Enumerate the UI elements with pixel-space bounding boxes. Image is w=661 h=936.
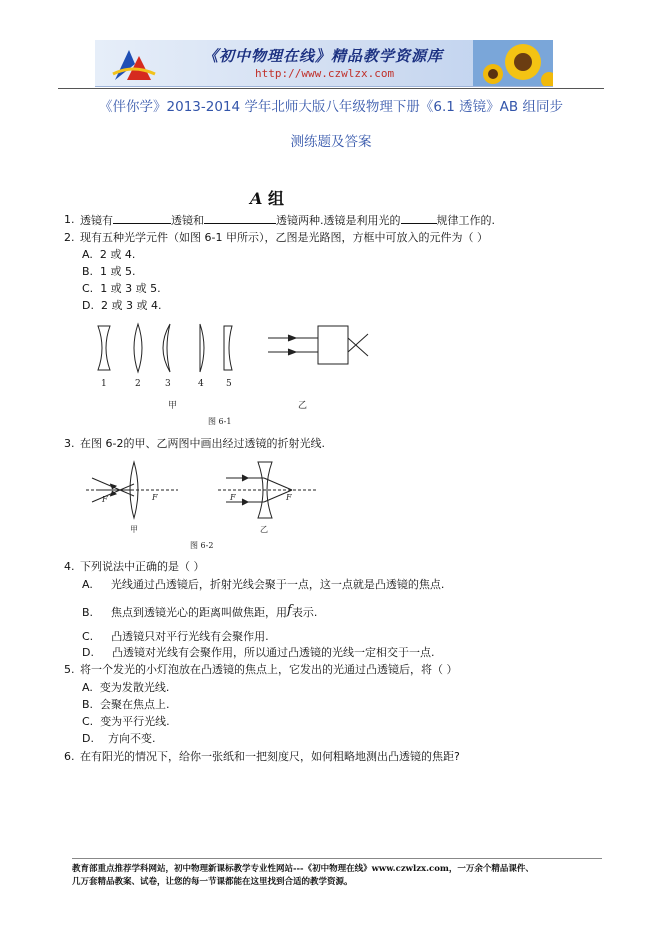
site-url[interactable]: http://www.czwlzx.com: [255, 67, 395, 80]
q5-option-a: [82, 681, 169, 695]
q3-text: 在图 6-2的甲、乙两图中画出经过透镜的折射光线.: [80, 437, 325, 450]
option-label: D.: [82, 299, 94, 312]
footer: [72, 863, 602, 889]
option-tail: 表示.: [291, 606, 318, 619]
lens-1: [98, 326, 110, 370]
option-text: 变为平行光线.: [100, 715, 170, 728]
focus-label-right: F: [152, 493, 158, 502]
q1-part-1: 透镜有: [80, 214, 113, 227]
lens-4: [200, 324, 204, 372]
footer-rule: [72, 858, 602, 859]
q1-blank-3[interactable]: [401, 213, 437, 224]
option-text: 凸透镜只对平行光线有会聚作用.: [111, 630, 269, 643]
option-text: 凸透镜对光线有会聚作用，所以通过凸透镜的光线一定相交于一点.: [111, 646, 435, 659]
q6-text: 在有阳光的情况下，给你一张纸和一把刻度尺，如何粗略地测出凸透镜的焦距?: [80, 750, 460, 763]
lens-label-3: 3: [165, 379, 171, 389]
focus-label-right-2: F: [286, 493, 292, 502]
q6-number: 6.: [64, 750, 75, 763]
lens-3: [163, 324, 170, 372]
q5-option-c: [82, 715, 170, 729]
header-rule: [58, 88, 604, 89]
q2-option-b: [82, 265, 136, 279]
option-text: 1 或 3 或 5.: [100, 282, 161, 295]
q1-part-3: 透镜两种.透镜是利用光的: [276, 214, 401, 227]
option-text: 光线通过凸透镜后，折射光线会聚于一点，这一点就是凸透镜的焦点.: [110, 578, 445, 591]
q4-option-a: [82, 578, 444, 592]
footer-line-1: 教育部重点推荐学科网站，初中物理新课标教学专业性网站---《初中物理在线》www.czwlzx.com，一万余个精品课件、: [72, 864, 534, 874]
q5-text: 将一个发光的小灯泡放在凸透镜的焦点上，它发出的光通过凸透镜后，将（ ）: [80, 663, 458, 676]
option-text: 变为发散光线.: [99, 681, 170, 694]
q2-option-c: [82, 282, 161, 296]
option-label: C.: [82, 715, 94, 728]
lens-label-5: 5: [226, 379, 232, 389]
site-title: 《初中物理在线》精品教学资源库: [203, 47, 444, 65]
q5-option-d: [82, 732, 155, 746]
q4-text: 下列说法中正确的是（ ）: [80, 560, 205, 573]
q4-option-d: [82, 646, 434, 660]
header-banner: [95, 40, 553, 87]
lens-5: [224, 326, 232, 370]
option-label: A.: [82, 578, 93, 591]
site-logo-icon: [109, 44, 157, 84]
q1-blank-1[interactable]: [113, 213, 171, 224]
option-text: 2 或 4.: [99, 248, 136, 261]
option-label: B.: [82, 698, 94, 711]
option-text: 1 或 5.: [100, 265, 136, 278]
figure-6-1-yi: 乙: [298, 401, 308, 411]
lens-label-2: 2: [135, 379, 141, 389]
q2-number: 2.: [64, 231, 75, 244]
q5-number: 5.: [64, 663, 75, 676]
lens-2: [134, 324, 142, 372]
optical-box: [318, 326, 348, 364]
q4-option-b: [82, 604, 317, 620]
section-suffix: 组: [268, 189, 285, 208]
focus-label-left: F: [102, 495, 108, 504]
option-text: 焦点到透镜光心的距离叫做焦距，用: [111, 606, 288, 619]
section-letter: A: [250, 189, 263, 208]
q2-text: 现有五种光学元件（如图 6-1 甲所示），乙图是光路图，方框中可放入的元件为（ ）: [80, 231, 488, 244]
lens-label-4: 4: [198, 379, 204, 389]
lens-label-1: 1: [101, 379, 107, 389]
q3-number: 3.: [64, 437, 75, 450]
option-label: B.: [82, 606, 94, 619]
option-label: C.: [82, 630, 94, 643]
option-label: B.: [82, 265, 94, 278]
q5-option-b: [82, 698, 170, 712]
q4-option-c: [82, 630, 269, 644]
footer-line-2: 几万套精品教案、试卷，让您的每一节课都能在这里找到合适的教学资源。: [72, 877, 353, 887]
sunflower-icon: [473, 40, 553, 86]
figure-6-2-caption: 图 6-2: [190, 541, 214, 550]
q1-part-2: 透镜和: [171, 214, 204, 227]
figure-6-1: [90, 318, 370, 428]
figure-6-2-jia: 甲: [130, 525, 138, 534]
option-label: D.: [82, 732, 94, 745]
q1-number: 1.: [64, 213, 75, 226]
q4-number: 4.: [64, 560, 75, 573]
section-title: [250, 186, 284, 209]
option-label: A.: [82, 681, 93, 694]
figure-6-2: [82, 456, 322, 552]
option-text: 方向不变.: [107, 732, 156, 745]
focal-symbol: f: [287, 603, 292, 618]
figure-6-1-caption: 图 6-1: [208, 417, 232, 426]
figure-6-1-jia: 甲: [168, 401, 178, 411]
q1-blank-2[interactable]: [204, 213, 276, 224]
q2-option-a: [82, 248, 135, 262]
q1-text: [80, 213, 495, 228]
doc-title-line-1: 《伴你学》2013-2014 学年北师大版八年级物理下册《6.1 透镜》AB 组同步: [99, 99, 563, 115]
option-label: D.: [82, 646, 94, 659]
figure-6-2-yi: 乙: [260, 525, 268, 534]
doc-title-line-2: 测练题及答案: [290, 134, 372, 150]
q2-option-d: [82, 299, 161, 313]
option-text: 会聚在焦点上.: [100, 698, 170, 711]
option-text: 2 或 3 或 4.: [100, 299, 162, 312]
option-label: A.: [82, 248, 93, 261]
q1-part-4: 规律工作的.: [436, 214, 495, 227]
option-label: C.: [82, 282, 94, 295]
focus-label-left-2: F: [230, 493, 236, 502]
